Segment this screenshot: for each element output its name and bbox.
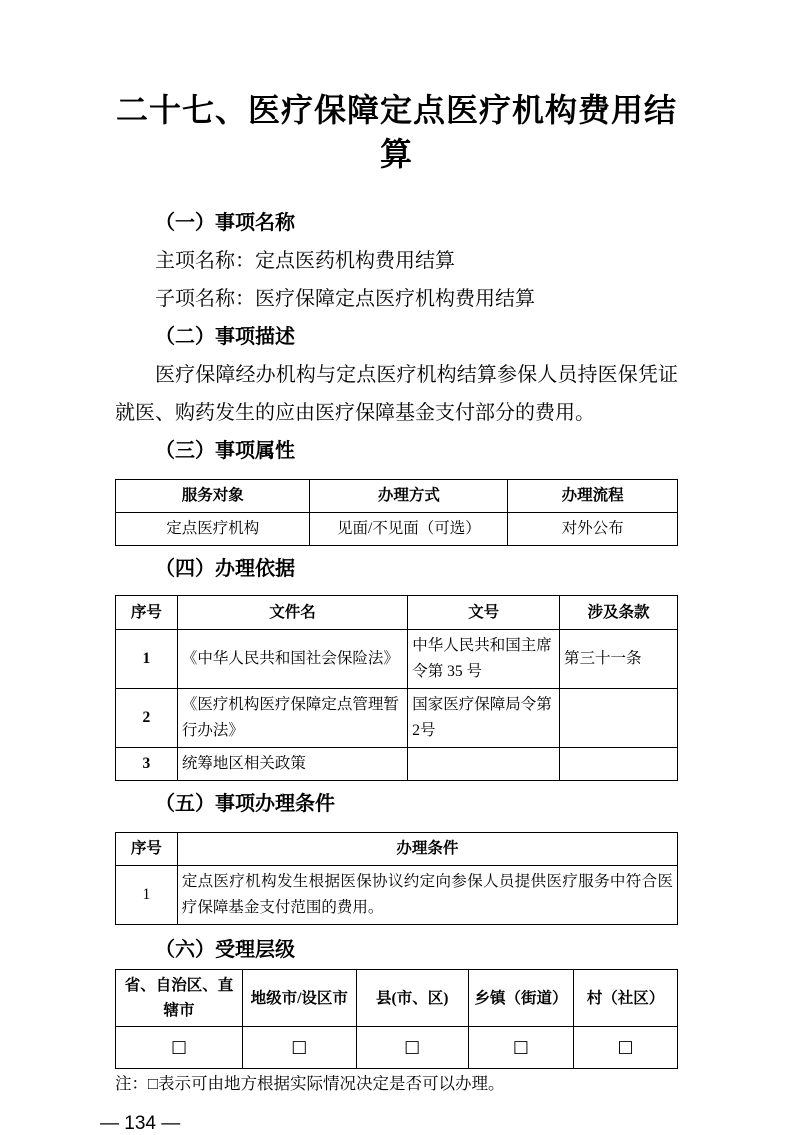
table-cell: 对外公布 <box>508 513 678 546</box>
basis-table <box>115 595 678 781</box>
note-text: 注：□表示可由地方根据实际情况决定是否可以办理。 <box>115 1074 505 1093</box>
table-cell: 中华人民共和国主席令第 35 号 <box>408 630 560 689</box>
table-header-cell: 地级市/设区市 <box>243 970 357 1027</box>
table-cell: 《医疗机构医疗保障定点管理暂行办法》 <box>177 689 407 748</box>
conditions-table <box>115 832 678 925</box>
table-header-cell: 办理条件 <box>177 833 677 866</box>
table-cell <box>408 748 560 781</box>
checkbox-icon: □ <box>617 1036 634 1057</box>
table-header-cell: 乡镇（街道） <box>468 970 573 1027</box>
table-cell <box>243 1027 357 1069</box>
section-heading-name: （一）事项名称 <box>155 212 295 234</box>
table-header-cell: 涉及条款 <box>559 596 677 630</box>
table-cell <box>574 1027 678 1069</box>
sub-item-name: 子项名称：医疗保障定点医疗机构费用结算 <box>155 288 535 310</box>
table-cell: 1 <box>116 866 178 925</box>
page-number: — 134 — <box>100 1113 181 1134</box>
table-cell: 定点医疗机构发生根据医保协议约定向参保人员提供医疗服务中符合医疗保障基金支付范围的费用。 <box>177 866 677 925</box>
table-cell: 统筹地区相关政策 <box>177 748 407 781</box>
table-cell <box>356 1027 468 1069</box>
table-header-cell: 村（社区） <box>574 970 678 1027</box>
attributes-table <box>115 479 678 546</box>
section-heading-levels: （六）受理层级 <box>155 939 295 961</box>
table-cell: 1 <box>116 630 178 689</box>
table-header-row <box>116 833 678 866</box>
checkbox-icon: □ <box>291 1036 308 1057</box>
table-header-cell: 省、自治区、直辖市 <box>116 970 243 1027</box>
table-cell <box>559 689 677 748</box>
checkbox-icon: □ <box>170 1036 188 1057</box>
table-cell: 2 <box>116 689 178 748</box>
section-heading-attributes: （三）事项属性 <box>155 440 295 462</box>
page-title: 二十七、医疗保障定点医疗机构费用结算 <box>115 92 677 172</box>
table-row <box>116 630 678 689</box>
section-heading-basis: （四）办理依据 <box>155 558 295 580</box>
table-row <box>116 1027 678 1069</box>
description-paragraph: 医疗保障经办机构与定点医疗机构结算参保人员持医保凭证就医、购药发生的应由医疗保障基金支付部分的费用。 <box>115 364 678 424</box>
table-cell: 第三十一条 <box>559 630 677 689</box>
table-cell <box>116 1027 243 1069</box>
table-cell: 3 <box>116 748 178 781</box>
table-header-cell: 序号 <box>116 833 178 866</box>
table-header-cell: 办理流程 <box>508 480 678 513</box>
table-row <box>116 748 678 781</box>
table-cell: 国家医疗保障局令第 2号 <box>408 689 560 748</box>
table-cell: 定点医疗机构 <box>116 513 310 546</box>
table-header-cell: 序号 <box>116 596 178 630</box>
table-header-row <box>116 480 678 513</box>
table-header-cell: 文件名 <box>177 596 407 630</box>
checkbox-icon: □ <box>404 1036 421 1057</box>
table-cell: 见面/不见面（可选） <box>310 513 508 546</box>
table-header-row <box>116 970 678 1027</box>
table-header-row <box>116 596 678 630</box>
levels-table <box>115 969 678 1069</box>
table-cell: 《中华人民共和国社会保险法》 <box>177 630 407 689</box>
table-cell <box>468 1027 573 1069</box>
checkbox-icon: □ <box>512 1036 529 1057</box>
table-header-cell: 县(市、区) <box>356 970 468 1027</box>
main-item-name: 主项名称：定点医药机构费用结算 <box>155 250 455 272</box>
table-row <box>116 689 678 748</box>
table-row <box>116 513 678 546</box>
table-cell <box>559 748 677 781</box>
table-row <box>116 866 678 925</box>
section-heading-description: （二）事项描述 <box>155 326 295 348</box>
table-header-cell: 服务对象 <box>116 480 310 513</box>
table-header-cell: 文号 <box>408 596 560 630</box>
section-heading-conditions: （五）事项办理条件 <box>155 793 335 815</box>
table-header-cell: 办理方式 <box>310 480 508 513</box>
